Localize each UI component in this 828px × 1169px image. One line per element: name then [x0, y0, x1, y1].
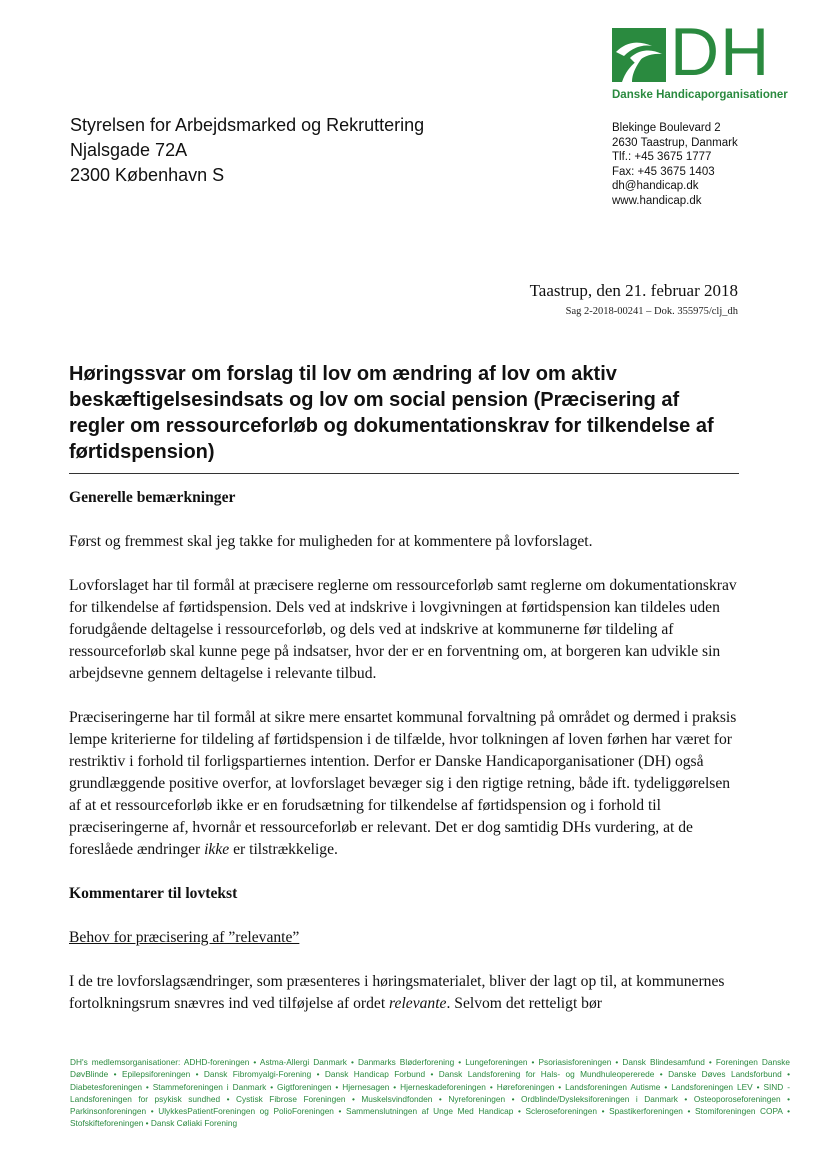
sender-contact [612, 121, 738, 208]
paragraph-4 [69, 971, 741, 1015]
recipient-street: Njalsgade 72A [70, 140, 188, 160]
recipient-city: 2300 København S [70, 165, 225, 185]
sender-phone: Tlf.: +45 3675 1777 [612, 151, 712, 163]
paragraph-3 [69, 707, 741, 861]
dh-logo [612, 14, 788, 104]
title-divider [69, 473, 739, 474]
paragraph-1: Først og fremmest skal jeg takke for muligheden for at kommentere på lovforslaget. [69, 533, 593, 550]
subsection-heading: Behov for præcisering af ”relevante” [69, 929, 300, 946]
paragraph-3-end: er tilstrækkelige. [229, 841, 338, 858]
sender-website[interactable]: www.handicap.dk [612, 194, 702, 207]
sender-fax: Fax: +45 3675 1403 [612, 165, 715, 178]
paragraph-4-emphasis: relevante [389, 995, 447, 1012]
organisation-name: Danske Handicaporganisationer [612, 89, 788, 101]
sender-street: Blekinge Boulevard 2 [612, 122, 721, 134]
recipient-address [70, 113, 424, 188]
paragraph-2: Lovforslaget har til formål at præcisere reglerne om ressourceforløb samt reglerne om dokumentationskrav for tilkendelse af førtidspension. Dels ved at indskrive i lovgivningen at førtidspension kan tildeles uden forudgående deltagelse i ressourceforløb, og dels ved at indskrive at kommunerne før tildeling af ressourceforløb skal kunne pege på indsatser, hvor der er en forventning om, at borgeren kan udvikle sin arbejdsevne gennem deltagelse i relevante tilbud. [69, 577, 737, 682]
section-heading-comments: Kommentarer til lovtekst [69, 885, 238, 902]
section-heading-general: Generelle bemærkninger [69, 489, 236, 506]
member-organisations-footer: DH's medlemsorganisationer: ADHD-foreningen • Astma-Allergi Danmark • Danmarks Bløderforening • Lungeforeningen • Psoriasisforeningen • Dansk Blindesamfund • Foreningen Danske DøvBlinde • Epilepsiforeningen • Dansk Fibromyalgi-Forening • Dansk Handicap Forbund • Dansk Landsforening for Hals- og Mundhuleopererede • Danske Døves Landsforbund • Diabetesforeningen • Stammeforeningen i Danmark • Gigtforeningen • Hjernesagen • Hjerneskadeforeningen • Høreforeningen • Landsforeningen Autisme • Landsforeningen LEV • SIND - Landsforeningen for psykisk sundhed • Cystisk Fibrose Foreningen • Muskelsvindfonden • Nyreforeningen • Ordblinde/Dysleksiforeningen i Danmark • Osteoporoseforeningen • Parkinsonforeningen • UlykkesPatientForeningen og PolioForeningen • Sammenslutningen af Unge Med Handicap • Scleroseforeningen • Spastikerforeningen • Stomiforeningen COPA • Stofskifteforeningen • Dansk Cøliaki Forening [70, 1057, 790, 1129]
document-body [69, 487, 741, 1037]
sender-city: 2630 Taastrup, Danmark [612, 136, 738, 149]
paragraph-3-text: Præciseringerne har til formål at sikre mere ensartet kommunal forvaltning på området og dermed i praksis lempe kriterierne for tildeling af førtidspension i de tilfælde, hvor tolkningen af loven førhen har været for restriktiv i forhold til forligspartiernes intention. Derfor er Danske Handicaporganisationer (DH) også grundlæggende positive overfor, at lovforslaget bevæger sig i den rigtige retning, både ift. tydeliggørelsen af at et ressourceforløb ikke er en forudsætning for tilkendelse af førtidspension og i forhold til præciseringerne af, hvornår et ressourceforløb er relevant. Det er dog samtidig DHs vurdering, at de foreslåede ændringer [69, 709, 737, 858]
document-title: Høringssvar om forslag til lov om ændring af lov om aktiv beskæftigelsesindsats og lov om social pension (Præcisering af regler om ressourceforløb og dokumentationskrav for tilkendelse af førtidspension) [69, 363, 714, 463]
paragraph-3-emphasis: ikke [204, 841, 230, 858]
recipient-name: Styrelsen for Arbejdsmarked og Rekruttering [70, 115, 425, 135]
sender-email[interactable]: dh@handicap.dk [612, 180, 699, 192]
paragraph-4-end: . Selvom det retteligt bør [446, 995, 602, 1012]
bird-logo-icon [612, 28, 666, 82]
logo-letters: DH [670, 14, 771, 90]
case-reference: Sag 2-2018-00241 – Dok. 355975/clj_dh [565, 306, 738, 317]
paragraph-4-text: I de tre lovforslagsændringer, som præsenteres i høringsmaterialet, bliver der lagt op til, at kommunernes fortolkningsrum snævres ind ved tilføjelse af ordet [69, 973, 725, 1012]
date-line: Taastrup, den 21. februar 2018 [529, 281, 738, 300]
